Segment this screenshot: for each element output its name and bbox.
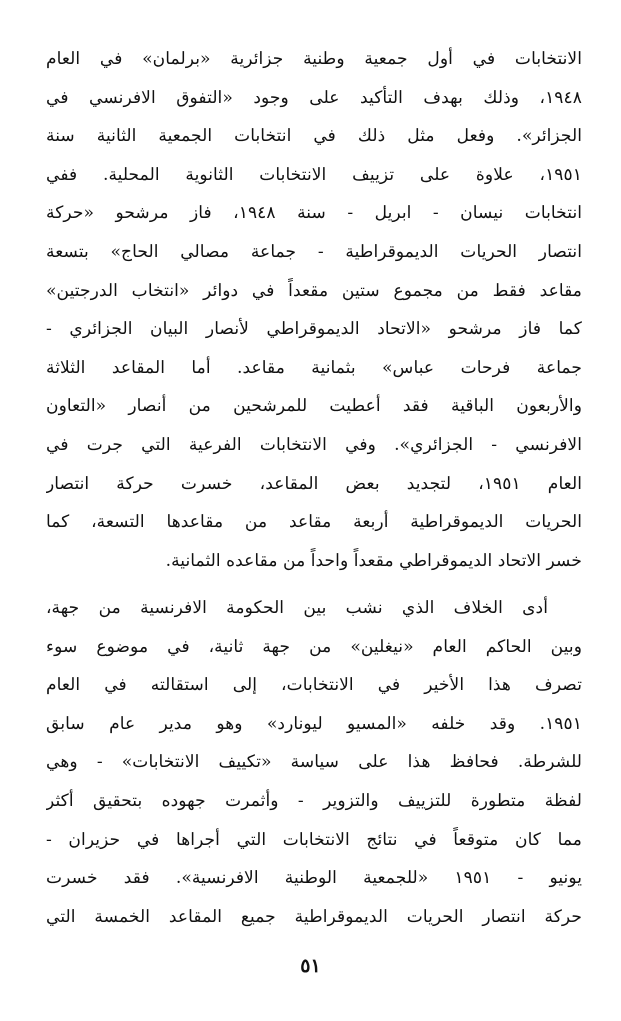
text-line: ١٩٤٨، وذلك بهدف التأكيد على وجود «التفوق الافرنسي في (46, 87, 582, 108)
text-line: الافرنسي - الجزائري». وفي الانتخابات الفرعية التي جرت في (46, 434, 582, 455)
text-line: تصرف هذا الأخير في الانتخابات، إلى استقالته في العام (46, 675, 582, 696)
paragraph-2 (46, 589, 582, 936)
text-line: لفظة متطورة للتزييف والتزوير - وأثمرت جهوده بتحقيق أكثر (46, 790, 582, 811)
text-line: حركة انتصار الحريات الديموقراطية جميع المقاعد الخمسة التي (46, 906, 582, 927)
text-line: كما فاز مرشحو «الاتحاد الديموقراطي لأنصار البيان الجزائري - (46, 319, 582, 340)
text-line: انتخابات نيسان - ابريل - سنة ١٩٤٨، فاز مرشحو «حركة (46, 203, 582, 224)
text-line: للشرطة. فحافظ هذا على سياسة «تكييف الانتخابات» - وهي (46, 752, 582, 773)
text-line: مما كان متوقعاً في نتائج الانتخابات التي أجراها في حزيران - (46, 829, 582, 850)
text-line: يونيو - ١٩٥١ «للجمعية الوطنية الافرنسية». فقد خسرت (46, 868, 582, 889)
text-line: الانتخابات في أول جمعية وطنية جزائرية «برلمان» في العام (46, 49, 582, 69)
text-line: الجزائر». وفعل مثل ذلك في انتخابات الجمعية الثانية سنة (46, 126, 582, 147)
text-line: خسر الاتحاد الديموقراطي مقعداً واحداً من مقاعده الثمانية. (165, 550, 582, 571)
text-line: أدى الخلاف الذي نشب بين الحكومة الافرنسية من جهة، (46, 598, 548, 618)
text-line: العام ١٩٥١، لتجديد بعض المقاعد، خسرت حركة انتصار (46, 473, 582, 494)
page-number: ٥١ (300, 955, 321, 977)
text-line: وبين الحاكم العام «نيغلين» من جهة ثانية، في موضوع سوء (46, 636, 582, 657)
text-line: والأربعون الباقية فقد أعطيت للمرشحين من أنصار «التعاون (46, 396, 582, 417)
text-line: انتصار الحريات الديموقراطية - جماعة مصالي الحاج» بتسعة (46, 241, 582, 262)
text-line: ١٩٥١. وقد خلفه «المسيو ليونارد» وهو مدير عام سابق (46, 713, 582, 734)
paragraph-1 (46, 40, 582, 580)
text-line: ١٩٥١، علاوة على تزييف الانتخابات الثانوية المحلية. ففي (46, 164, 582, 185)
text-line: الحريات الديموقراطية أربعة مقاعد من مقاعدها التسعة، كما (46, 512, 582, 533)
text-line: مقاعد فقط من مجموع ستين مقعداً في دوائر «انتخاب الدرجتين» (46, 280, 582, 301)
text-line: جماعة فرحات عباس» بثمانية مقاعد. أما المقاعد الثلاثة (46, 357, 582, 378)
